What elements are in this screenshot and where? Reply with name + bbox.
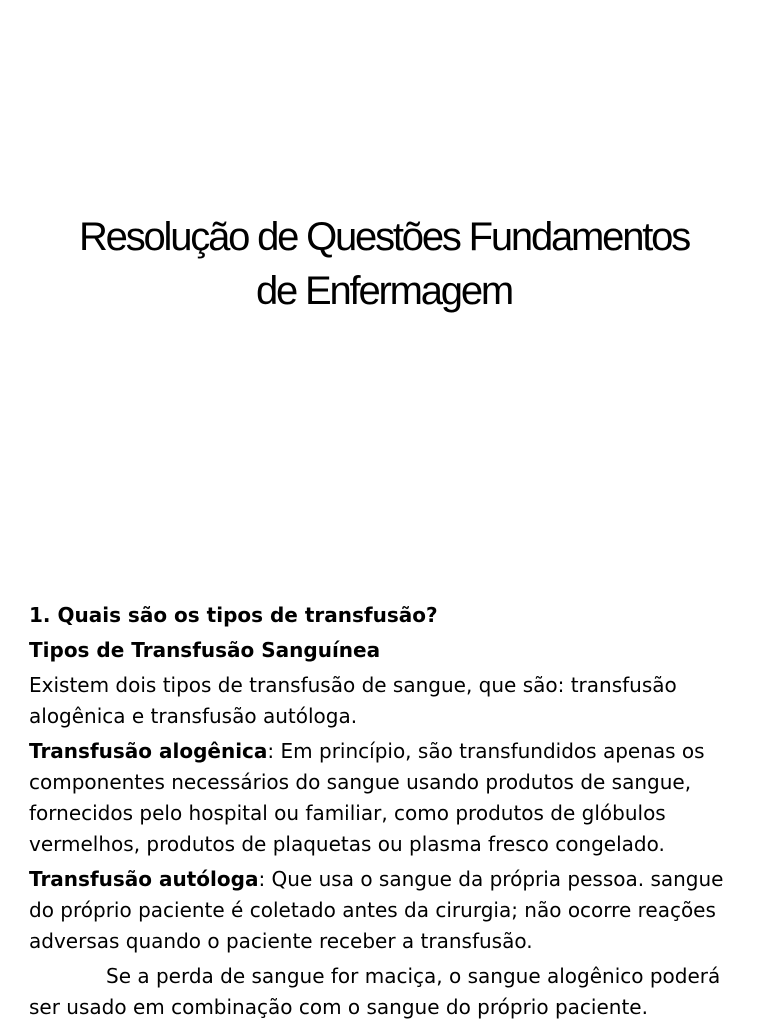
document-body [29,600,749,1027]
final-paragraph-text: Se a perda de sangue for maciça, o sangue alogênico poderá ser usado em combinação com o sangue do próprio paciente. [29,964,721,1019]
alogenica-paragraph [29,736,749,860]
intro-paragraph: Existem dois tipos de transfusão de sangue, que são: transfusão alogênica e transfusão autóloga. [29,673,677,728]
title-line-2: de Enfermagem [256,269,512,313]
title-line-1: Resolução de Questões Fundamentos [78,215,690,259]
question-heading: 1. Quais são os tipos de transfusão? [29,603,438,627]
autologa-term: Transfusão autóloga [29,867,259,891]
final-paragraph [29,961,749,1023]
alogenica-text: : Em princípio, são transfundidos apenas os componentes necessários do sangue usando produtos de sangue, fornecidos pelo hospital ou familiar, como produtos de glóbulos vermelhos, produtos de plaquetas ou plasma fresco congelado. [29,739,705,856]
alogenica-term: Transfusão alogênica [29,739,268,763]
autologa-text: : Que usa o sangue da própria pessoa. sangue do próprio paciente é coletado antes da cirurgia; não ocorre reações adversas quando o paciente receber a transfusão. [29,867,724,953]
section-subheading: Tipos de Transfusão Sanguínea [29,638,381,662]
document-title [0,210,768,318]
autologa-paragraph [29,864,749,957]
